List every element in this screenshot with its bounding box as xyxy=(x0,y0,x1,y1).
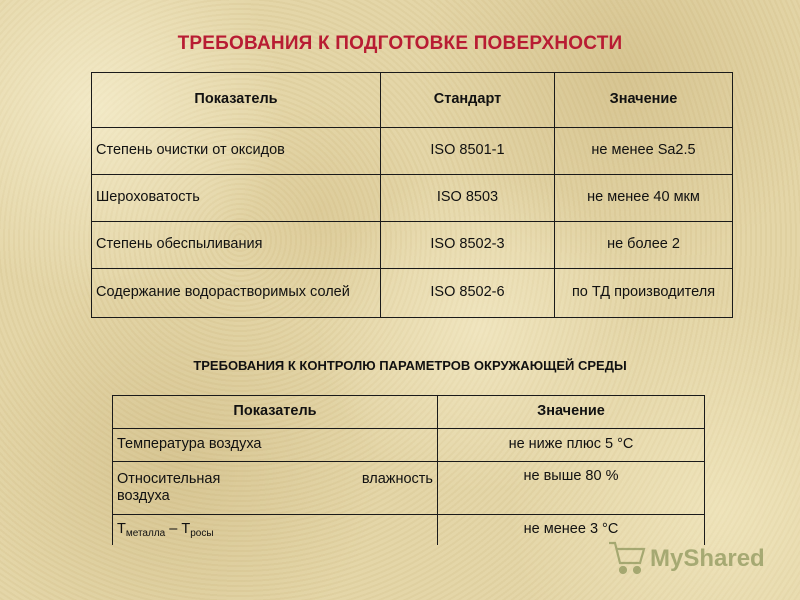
column-header: Показатель xyxy=(113,396,438,429)
table-cell: не выше 80 % xyxy=(438,462,705,515)
column-header: Показатель xyxy=(92,73,381,128)
table-cell: ISO 8501-1 xyxy=(381,128,555,175)
table-header-row xyxy=(113,396,705,429)
watermark-logo xyxy=(606,535,766,579)
table-cell: не менее Sa2.5 xyxy=(555,128,733,175)
table-cell: не менее 40 мкм xyxy=(555,175,733,222)
parameter-word: Относительная xyxy=(117,470,221,487)
watermark-text: MyShared xyxy=(650,545,765,572)
parameter-line: воздуха xyxy=(117,488,170,504)
environment-requirements-table xyxy=(112,395,705,545)
column-header: Стандарт xyxy=(381,73,555,128)
temperature-symbol: Т xyxy=(117,520,126,537)
parameter-line xyxy=(117,471,433,488)
table-row xyxy=(92,175,733,222)
table-cell: не ниже плюс 5 °С xyxy=(438,429,705,462)
table-cell: Содержание водорастворимых солей xyxy=(92,269,381,318)
dash: – xyxy=(165,520,182,537)
table-row xyxy=(113,429,705,462)
section-title: ТРЕБОВАНИЯ К КОНТРОЛЮ ПАРАМЕТРОВ ОКРУЖАЮЩЕЙ СРЕДЫ xyxy=(193,358,627,373)
table-cell: Степень очистки от оксидов xyxy=(92,128,381,175)
temperature-subscript: металла xyxy=(125,527,166,539)
column-header: Значение xyxy=(438,396,705,429)
table-header-row xyxy=(92,73,733,128)
column-header: Значение xyxy=(555,73,733,128)
table-cell: по ТД производителя xyxy=(555,269,733,318)
table-row xyxy=(92,269,733,318)
table-row xyxy=(113,462,705,515)
table-cell: ISO 8502-3 xyxy=(381,222,555,269)
temperature-symbol: Т xyxy=(181,520,191,537)
table-cell xyxy=(113,462,438,515)
temperature-subscript: росы xyxy=(190,527,214,539)
surface-requirements-table xyxy=(91,72,733,318)
table-cell xyxy=(113,515,438,546)
cart-icon xyxy=(609,543,644,573)
table-cell: Температура воздуха xyxy=(113,429,438,462)
table-cell: ISO 8503 xyxy=(381,175,555,222)
table-cell: Степень обеспыливания xyxy=(92,222,381,269)
table-row xyxy=(92,222,733,269)
table-cell: ISO 8502-6 xyxy=(381,269,555,318)
table-cell: не более 2 xyxy=(555,222,733,269)
page-title: ТРЕБОВАНИЯ К ПОДГОТОВКЕ ПОВЕРХНОСТИ xyxy=(177,33,623,54)
parameter-word: влажность xyxy=(361,470,433,487)
table-cell: Шероховатость xyxy=(92,175,381,222)
table-cell: не менее 3 °С xyxy=(438,515,705,546)
table-row xyxy=(92,128,733,175)
